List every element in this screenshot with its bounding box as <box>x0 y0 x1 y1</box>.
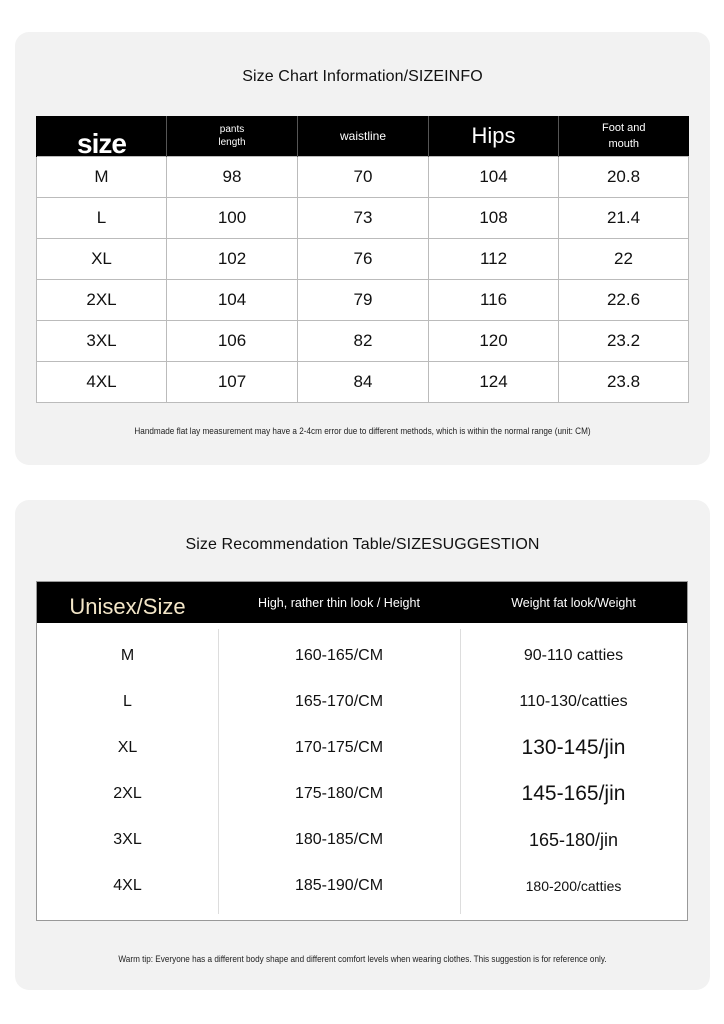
table-row <box>37 157 689 198</box>
cell-height: 160-165/CM <box>294 647 384 664</box>
table-row <box>37 817 687 863</box>
cell-size: 3XL <box>113 831 142 848</box>
cell-waistline: 84 <box>298 362 429 403</box>
cell-pants-length: 104 <box>167 280 298 321</box>
cell-size: M <box>120 647 135 664</box>
table-row <box>37 679 687 725</box>
cell-size: 4XL <box>113 877 142 894</box>
table-row <box>37 239 689 280</box>
cell-size: 2XL <box>113 785 142 802</box>
warm-tip-note: Warm tip: Everyone has a different body shape and different comfort levels when wearing clothes. This suggestion is for reference only. <box>118 954 607 965</box>
cell-foot-mouth: 22.6 <box>559 280 689 321</box>
header-size: size <box>37 116 167 157</box>
table-row <box>37 321 689 362</box>
cell-hips: 124 <box>429 362 559 403</box>
size-chart-table <box>36 116 689 403</box>
size-recommendation-card <box>15 500 710 990</box>
cell-size: L <box>123 693 132 710</box>
size-recommendation-title: Size Recommendation Table/SIZESUGGESTION <box>185 536 540 553</box>
cell-size: 2XL <box>37 280 167 321</box>
table-row <box>37 280 689 321</box>
cell-height: 185-190/CM <box>294 877 384 894</box>
table-row <box>37 362 689 403</box>
cell-weight: 90-110 catties <box>523 647 624 664</box>
cell-waistline: 70 <box>298 157 429 198</box>
cell-waistline: 73 <box>298 198 429 239</box>
cell-foot-mouth: 20.8 <box>559 157 689 198</box>
cell-hips: 108 <box>429 198 559 239</box>
cell-weight: 180-200/catties <box>525 878 622 894</box>
cell-weight: 145-165/jin <box>521 782 626 805</box>
size-chart-header-row <box>37 116 689 157</box>
cell-hips: 112 <box>429 239 559 280</box>
cell-hips: 120 <box>429 321 559 362</box>
column-divider <box>218 629 219 914</box>
table-row <box>37 633 687 679</box>
cell-height: 180-185/CM <box>294 831 384 848</box>
cell-waistline: 76 <box>298 239 429 280</box>
cell-height: 175-180/CM <box>294 785 384 802</box>
cell-pants-length: 98 <box>167 157 298 198</box>
cell-weight: 130-145/jin <box>521 736 626 759</box>
table-row <box>37 863 687 909</box>
cell-foot-mouth: 23.2 <box>559 321 689 362</box>
cell-size: L <box>37 198 167 239</box>
header-height: High, rather thin look / Height <box>258 595 420 610</box>
table-row <box>37 198 689 239</box>
cell-pants-length: 102 <box>167 239 298 280</box>
cell-hips: 116 <box>429 280 559 321</box>
cell-waistline: 82 <box>298 321 429 362</box>
cell-size: XL <box>117 739 138 756</box>
table-row <box>37 771 687 817</box>
size-chart-title: Size Chart Information/SIZEINFO <box>242 68 483 85</box>
recommendation-header-row <box>37 582 687 623</box>
cell-size: 3XL <box>37 321 167 362</box>
cell-size: 4XL <box>37 362 167 403</box>
size-recommendation-table <box>36 581 688 921</box>
header-hips: Hips <box>429 116 559 157</box>
cell-pants-length: 100 <box>167 198 298 239</box>
measurement-note: Handmade flat lay measurement may have a 2-4cm error due to different methods, which is within the normal range (unit: CM) <box>134 426 591 437</box>
size-chart-card <box>15 32 710 465</box>
cell-height: 170-175/CM <box>294 739 384 756</box>
cell-weight: 110-130/catties <box>519 693 628 710</box>
cell-height: 165-170/CM <box>294 693 384 710</box>
cell-foot-mouth: 22 <box>559 239 689 280</box>
cell-pants-length: 106 <box>167 321 298 362</box>
header-foot-mouth: Foot and mouth <box>559 116 689 157</box>
cell-size: XL <box>37 239 167 280</box>
cell-weight: 165-180/jin <box>528 829 619 850</box>
column-divider <box>460 629 461 914</box>
header-pants-length: pants length <box>167 116 298 157</box>
cell-foot-mouth: 21.4 <box>559 198 689 239</box>
header-unisex-size: Unisex/Size <box>69 593 186 619</box>
cell-foot-mouth: 23.8 <box>559 362 689 403</box>
header-weight: Weight fat look/Weight <box>511 595 636 610</box>
cell-waistline: 79 <box>298 280 429 321</box>
table-row <box>37 725 687 771</box>
header-waistline: waistline <box>298 116 429 157</box>
cell-pants-length: 107 <box>167 362 298 403</box>
cell-hips: 104 <box>429 157 559 198</box>
cell-size: M <box>37 157 167 198</box>
